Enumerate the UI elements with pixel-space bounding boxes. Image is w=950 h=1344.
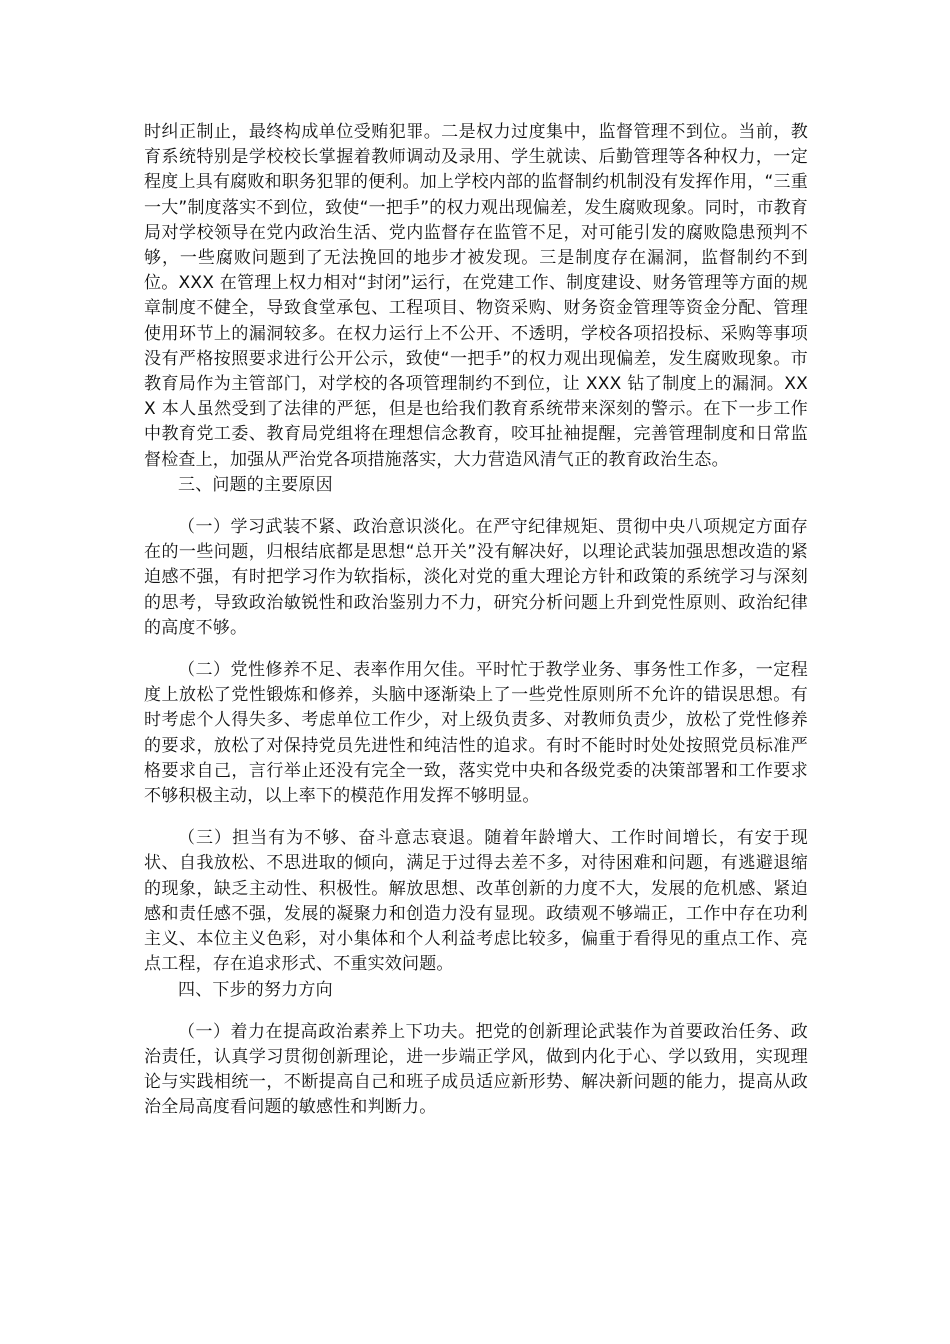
paragraph-cause-1: （一）学习武装不紧、政治意识淡化。在严守纪律规矩、贯彻中央八项规定方面存在的一些问题，归根结底都是思想“总开关”没有解决好，以理论武装加强思想改造的紧迫感不强，有时把学习作为软指标，淡化对党的重大理论方针和政策的系统学习与深刻的思考，导致政治敏锐性和政治鉴别力不力，研究分析问题上升到党性原则、政治纪律的高度不够。 bbox=[144, 517, 808, 638]
paragraph-continuation: 时纠正制止，最终构成单位受贿犯罪。二是权力过度集中，监督管理不到位。当前，教育系统特别是学校校长掌握着教师调动及录用、学生就读、后勤管理等各种权力，一定程度上具有腐败和职务犯罪的便利。加上学校内部的监督制约机制没有发挥作用，“三重一大”制度落实不到位，致使“一把手”的权力观出现偏差，发生腐败现象。同时，市教育局对学校领导在党内政治生活、党内监督存在监管不足，对可能引发的腐败隐患预判不够，一些腐败问题到了无法挽回的地步才被发现。三是制度存在漏洞，监督制约不到位。XXX 在管理上权力相对“封闭”运行，在党建工作、制度建设、财务管理等方面的规章制度不健全，导致食堂承包、工程项目、物资采购、财务资金管理等资金分配、管理使用环节上的漏洞较多。在权力运行上不公开、不透明，学校各项招投标、采购等事项没有严格按照要求进行公开公示，致使“一把手”的权力观出现偏差，发生腐败现象。市教育局作为主管部门，对学校的各项管理制约不到位，让 XXX 钻了制度上的漏洞。XXX 本人虽然受到了法律的严惩，但是也给我们教育系统带来深刻的警示。在下一步工作中教育党工委、教育局党组将在理想信念教育，咬耳扯袖提醒，完善管理制度和日常监督检查上，加强从严治党各项措施落实，大力营造风清气正的教育政治生态。 bbox=[144, 122, 808, 470]
paragraph-cause-2: （二）党性修养不足、表率作用欠佳。平时忙于教学业务、事务性工作多，一定程度上放松了党性锻炼和修养，头脑中逐渐染上了一些党性原则所不允许的错误思想。有时考虑个人得失多、考虑单位工作少，对上级负责多、对教师负责少，放松了党性修养的要求，放松了对保持党员先进性和纯洁性的追求。有时不能时时处处按照党员标准严格要求自己，言行举止还没有完全一致，落实党中央和各级党委的决策部署和工作要求不够积极主动，以上率下的模范作用发挥不够明显。 bbox=[144, 660, 808, 807]
paragraph-direction-1: （一）着力在提高政治素养上下功夫。把党的创新理论武装作为首要政治任务、政治责任，认真学习贯彻创新理论，进一步端正学风，做到内化于心、学以致用，实现理论与实践相统一，不断提高自己和班子成员适应新形势、解决新问题的能力，提高从政治全局高度看问题的敏感性和判断力。 bbox=[144, 1021, 808, 1118]
document-body bbox=[144, 120, 808, 1121]
section-heading-causes: 三、问题的主要原因 bbox=[178, 474, 333, 495]
paragraph-cause-3: （三）担当有为不够、奋斗意志衰退。随着年龄增大、工作时间增长，有安于现状、自我放松、不思进取的倾向，满足于过得去差不多，对待困难和问题，有逃避退缩的现象，缺乏主动性、积极性。解放思想、改革创新的力度不大，发展的危机感、紧迫感和责任感不强，发展的凝聚力和创造力没有显现。政绩观不够端正，工作中存在功利主义、本位主义色彩，对小集体和个人利益考虑比较多，偏重于看得见的重点工作、亮点工程，存在追求形式、不重实效问题。 bbox=[144, 828, 808, 975]
section-heading-direction: 四、下步的努力方向 bbox=[178, 979, 333, 1000]
